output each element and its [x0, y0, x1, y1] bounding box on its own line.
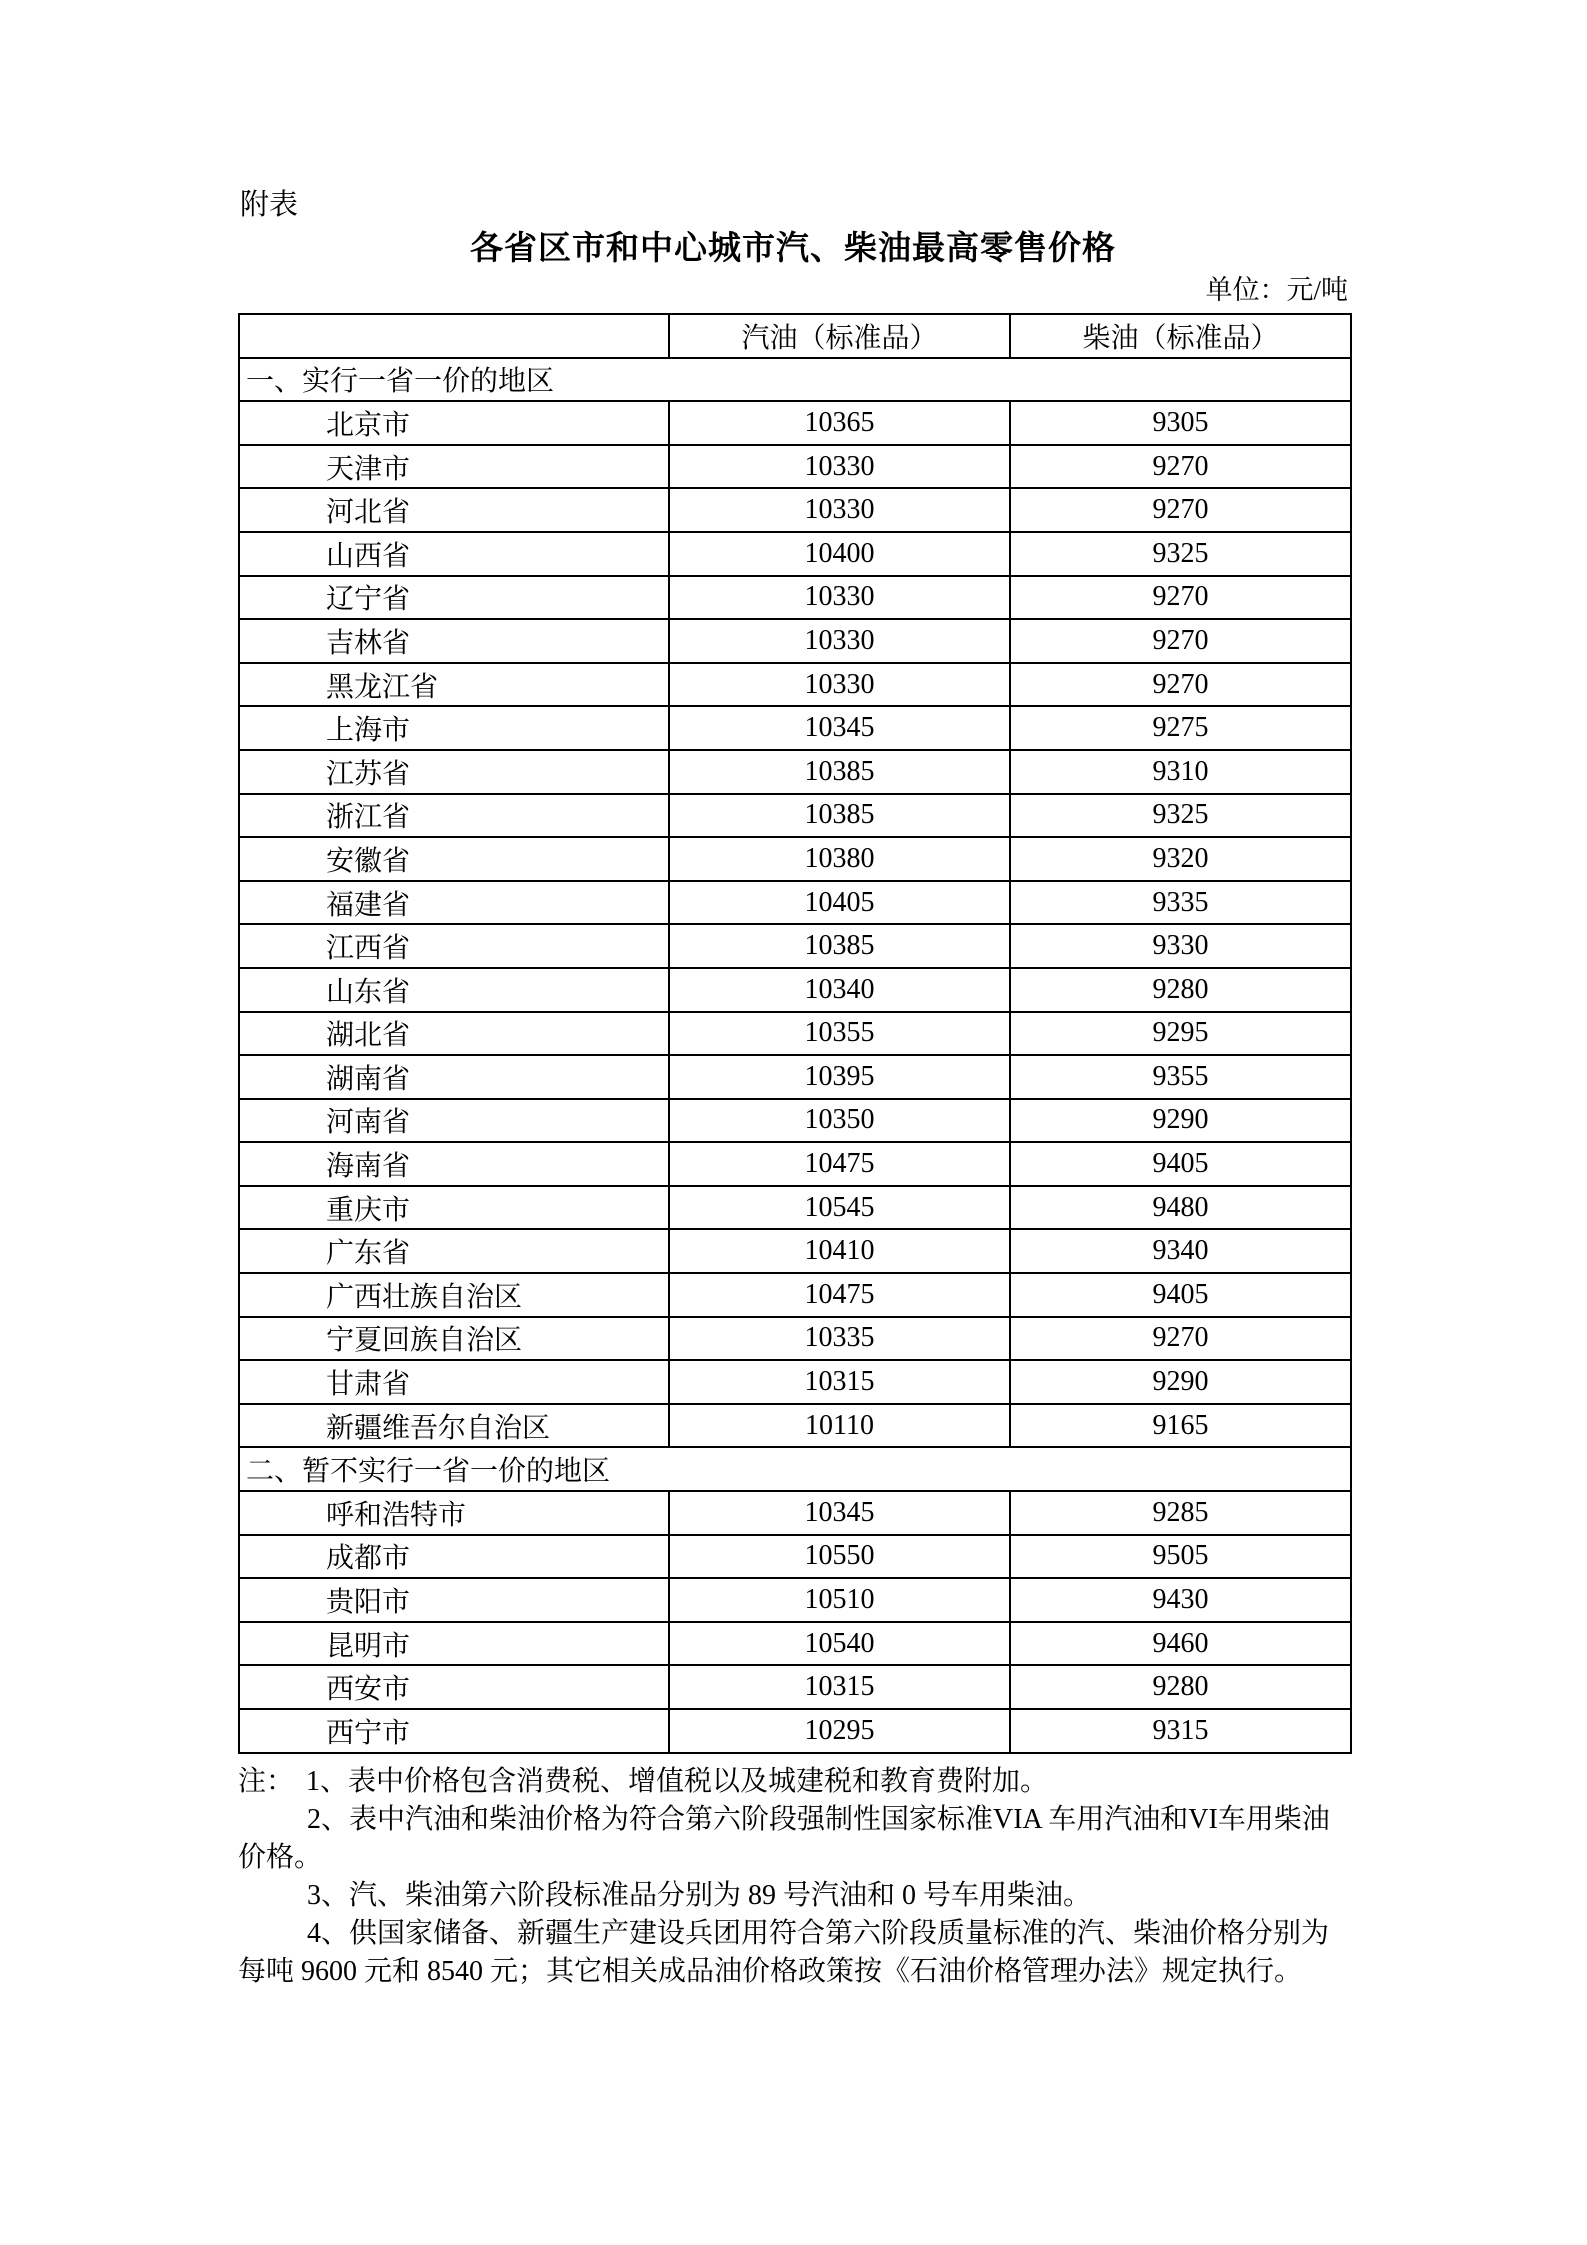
diesel-price-cell: 9405 — [1010, 1142, 1351, 1186]
unit-label: 单位：元/吨 — [1205, 275, 1348, 305]
region-cell: 湖南省 — [239, 1055, 669, 1099]
note-text-1: 1、表中价格包含消费税、增值税以及城建税和教育费附加。 — [306, 1766, 1049, 1797]
gasoline-price-cell: 10475 — [669, 1273, 1010, 1317]
gasoline-price-cell: 10295 — [669, 1709, 1010, 1753]
gasoline-price-cell: 10405 — [669, 881, 1010, 925]
diesel-price-cell: 9165 — [1010, 1404, 1351, 1448]
gasoline-price-cell: 10385 — [669, 924, 1010, 968]
gasoline-price-cell: 10335 — [669, 1317, 1010, 1361]
region-cell: 北京市 — [239, 401, 669, 445]
gasoline-price-cell: 10550 — [669, 1535, 1010, 1579]
diesel-price-cell: 9270 — [1010, 488, 1351, 532]
diesel-price-cell: 9270 — [1010, 1317, 1351, 1361]
diesel-price-cell: 9335 — [1010, 881, 1351, 925]
note-line-3: 3、汽、柴油第六阶段标准品分别为 89 号汽油和 0 号车用柴油。 — [307, 1880, 1092, 1911]
diesel-price-cell: 9320 — [1010, 837, 1351, 881]
diesel-price-cell: 9270 — [1010, 619, 1351, 663]
diesel-price-cell: 9325 — [1010, 532, 1351, 576]
table-row — [239, 750, 1351, 794]
region-cell: 湖北省 — [239, 1012, 669, 1056]
table-row — [239, 1055, 1351, 1099]
table-row — [239, 1229, 1351, 1273]
region-cell: 海南省 — [239, 1142, 669, 1186]
diesel-price-cell: 9355 — [1010, 1055, 1351, 1099]
column-header-region — [239, 314, 669, 358]
gasoline-price-cell: 10540 — [669, 1622, 1010, 1666]
region-cell: 安徽省 — [239, 837, 669, 881]
diesel-price-cell: 9285 — [1010, 1491, 1351, 1535]
region-cell: 成都市 — [239, 1535, 669, 1579]
gasoline-price-cell: 10355 — [669, 1012, 1010, 1056]
diesel-price-cell: 9325 — [1010, 794, 1351, 838]
gasoline-price-cell: 10110 — [669, 1404, 1010, 1448]
diesel-price-cell: 9270 — [1010, 576, 1351, 620]
region-cell: 昆明市 — [239, 1622, 669, 1666]
table-row — [239, 532, 1351, 576]
diesel-price-cell: 9340 — [1010, 1229, 1351, 1273]
region-cell: 江西省 — [239, 924, 669, 968]
diesel-price-cell: 9310 — [1010, 750, 1351, 794]
table-row — [239, 619, 1351, 663]
diesel-price-cell: 9480 — [1010, 1186, 1351, 1230]
table-row — [239, 401, 1351, 445]
table-row — [239, 794, 1351, 838]
diesel-price-cell: 9275 — [1010, 706, 1351, 750]
region-cell: 广西壮族自治区 — [239, 1273, 669, 1317]
gasoline-price-cell: 10330 — [669, 619, 1010, 663]
column-header-gasoline: 汽油（标准品） — [669, 314, 1010, 358]
section-header-cell: 二、暂不实行一省一价的地区 — [239, 1447, 1351, 1491]
table-row — [239, 1012, 1351, 1056]
table-header-row — [239, 314, 1351, 358]
diesel-price-cell: 9290 — [1010, 1099, 1351, 1143]
gasoline-price-cell: 10385 — [669, 794, 1010, 838]
gasoline-price-cell: 10330 — [669, 488, 1010, 532]
diesel-price-cell: 9280 — [1010, 1665, 1351, 1709]
diesel-price-cell: 9270 — [1010, 445, 1351, 489]
table-row — [239, 576, 1351, 620]
gasoline-price-cell: 10330 — [669, 576, 1010, 620]
note-line-4: 4、供国家储备、新疆生产建设兵团用符合第六阶段质量标准的汽、柴油价格分别为每吨 9600 元和 8540 元；其它相关成品油价格政策按《石油价格管理办法》规定执行。 — [238, 1918, 1330, 1987]
region-cell: 西宁市 — [239, 1709, 669, 1753]
region-cell: 重庆市 — [239, 1186, 669, 1230]
gasoline-price-cell: 10330 — [669, 663, 1010, 707]
section-header-row — [239, 1447, 1351, 1491]
table-row — [239, 881, 1351, 925]
table-row — [239, 1535, 1351, 1579]
region-cell: 辽宁省 — [239, 576, 669, 620]
region-cell: 山西省 — [239, 532, 669, 576]
gasoline-price-cell: 10380 — [669, 837, 1010, 881]
column-header-diesel: 柴油（标准品） — [1010, 314, 1351, 358]
diesel-price-cell: 9280 — [1010, 968, 1351, 1012]
gasoline-price-cell: 10345 — [669, 706, 1010, 750]
gasoline-price-cell: 10395 — [669, 1055, 1010, 1099]
diesel-price-cell: 9330 — [1010, 924, 1351, 968]
table-row — [239, 1578, 1351, 1622]
diesel-price-cell: 9505 — [1010, 1535, 1351, 1579]
note-line-2: 2、表中汽油和柴油价格为符合第六阶段强制性国家标准VIA 车用汽油和VI车用柴油价格。 — [238, 1804, 1330, 1873]
region-cell: 江苏省 — [239, 750, 669, 794]
table-row — [239, 488, 1351, 532]
region-cell: 贵阳市 — [239, 1578, 669, 1622]
gasoline-price-cell: 10545 — [669, 1186, 1010, 1230]
annex-label: 附表 — [240, 189, 299, 221]
table-row — [239, 924, 1351, 968]
region-cell: 福建省 — [239, 881, 669, 925]
gasoline-price-cell: 10330 — [669, 445, 1010, 489]
table-row — [239, 837, 1351, 881]
table-row — [239, 1709, 1351, 1753]
table-row — [239, 1622, 1351, 1666]
gasoline-price-cell: 10385 — [669, 750, 1010, 794]
region-cell: 黑龙江省 — [239, 663, 669, 707]
region-cell: 吉林省 — [239, 619, 669, 663]
table-row — [239, 445, 1351, 489]
region-cell: 浙江省 — [239, 794, 669, 838]
gasoline-price-cell: 10510 — [669, 1578, 1010, 1622]
gasoline-price-cell: 10340 — [669, 968, 1010, 1012]
notes-block — [238, 1763, 1350, 1991]
region-cell: 山东省 — [239, 968, 669, 1012]
region-cell: 天津市 — [239, 445, 669, 489]
gasoline-price-cell: 10365 — [669, 401, 1010, 445]
diesel-price-cell: 9270 — [1010, 663, 1351, 707]
region-cell: 呼和浩特市 — [239, 1491, 669, 1535]
gasoline-price-cell: 10350 — [669, 1099, 1010, 1143]
gasoline-price-cell: 10315 — [669, 1665, 1010, 1709]
price-table — [238, 313, 1352, 1754]
diesel-price-cell: 9290 — [1010, 1360, 1351, 1404]
gasoline-price-cell: 10475 — [669, 1142, 1010, 1186]
table-row — [239, 1404, 1351, 1448]
page-title: 各省区市和中心城市汽、柴油最高零售价格 — [470, 228, 1116, 267]
gasoline-price-cell: 10315 — [669, 1360, 1010, 1404]
region-cell: 甘肃省 — [239, 1360, 669, 1404]
table-row — [239, 1099, 1351, 1143]
section-header-row — [239, 358, 1351, 402]
region-cell: 西安市 — [239, 1665, 669, 1709]
region-cell: 宁夏回族自治区 — [239, 1317, 669, 1361]
table-row — [239, 968, 1351, 1012]
gasoline-price-cell: 10345 — [669, 1491, 1010, 1535]
table-row — [239, 1142, 1351, 1186]
table-row — [239, 1317, 1351, 1361]
region-cell: 上海市 — [239, 706, 669, 750]
diesel-price-cell: 9405 — [1010, 1273, 1351, 1317]
region-cell: 新疆维吾尔自治区 — [239, 1404, 669, 1448]
region-cell: 广东省 — [239, 1229, 669, 1273]
table-row — [239, 1360, 1351, 1404]
table-row — [239, 1273, 1351, 1317]
table-row — [239, 1186, 1351, 1230]
gasoline-price-cell: 10410 — [669, 1229, 1010, 1273]
notes-prefix: 注： — [238, 1766, 295, 1797]
section-header-cell: 一、实行一省一价的地区 — [239, 358, 1351, 402]
table-row — [239, 1665, 1351, 1709]
region-cell: 河北省 — [239, 488, 669, 532]
diesel-price-cell: 9315 — [1010, 1709, 1351, 1753]
note-line-1 — [238, 1763, 1350, 1801]
diesel-price-cell: 9460 — [1010, 1622, 1351, 1666]
diesel-price-cell: 9305 — [1010, 401, 1351, 445]
gasoline-price-cell: 10400 — [669, 532, 1010, 576]
table-row — [239, 1491, 1351, 1535]
region-cell: 河南省 — [239, 1099, 669, 1143]
diesel-price-cell: 9430 — [1010, 1578, 1351, 1622]
table-row — [239, 706, 1351, 750]
diesel-price-cell: 9295 — [1010, 1012, 1351, 1056]
table-row — [239, 663, 1351, 707]
